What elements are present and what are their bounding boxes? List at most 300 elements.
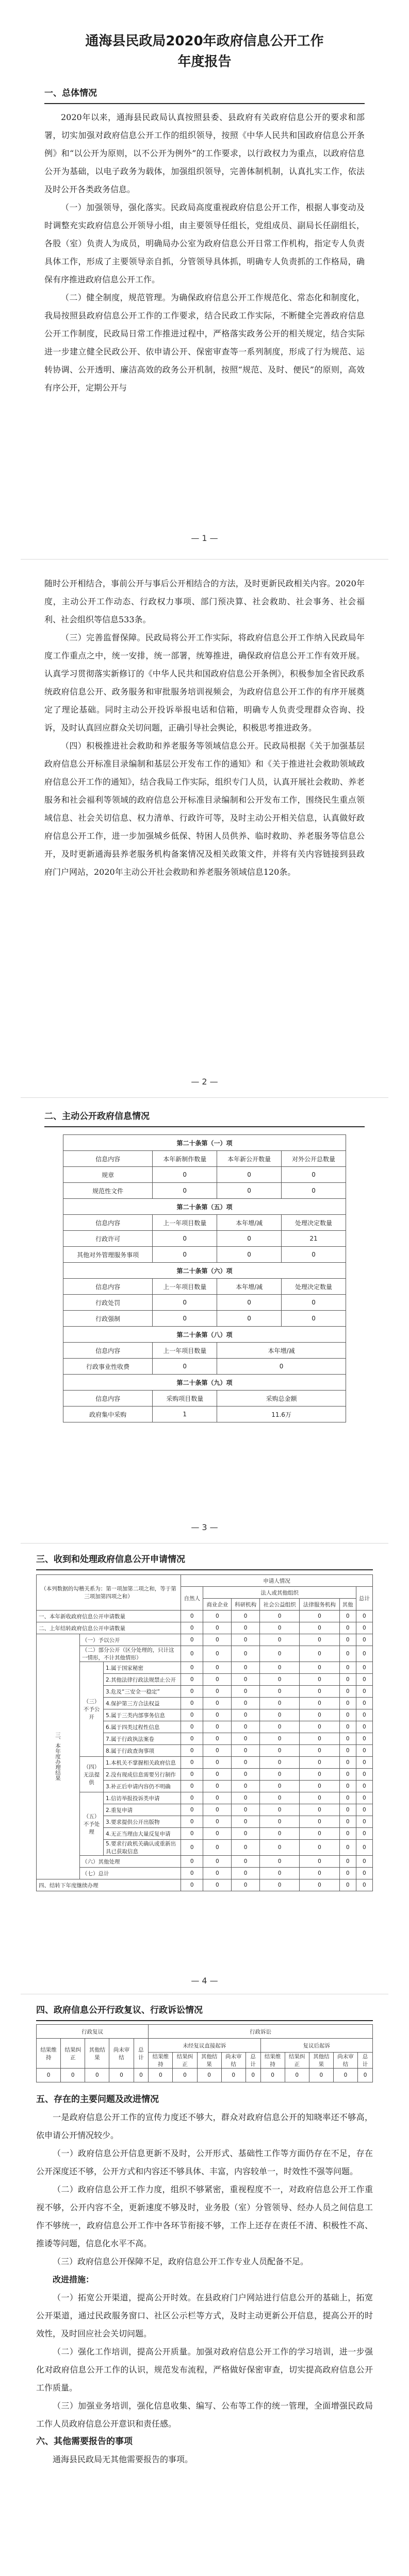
table-cell: 0	[259, 1745, 299, 1757]
page-number: — 3 —	[191, 1522, 218, 1532]
table-cell: 政府集中采购	[63, 1406, 153, 1422]
table-cell: 0	[259, 1686, 299, 1698]
table-row-label: 3.危及“三安全一稳定”	[104, 1686, 181, 1698]
table-cell: 0	[300, 1662, 339, 1674]
table-cell: 0	[339, 1634, 356, 1646]
table-header: 结果维持	[149, 2053, 173, 2069]
table-header: 其他结果	[197, 2053, 221, 2069]
table-cell: 0	[356, 1879, 372, 1891]
table-cell: 其他对外管理服务事项	[63, 1247, 153, 1263]
table-header: 科研机构	[232, 1599, 260, 1611]
table-header: 尚未审结	[333, 2053, 357, 2069]
section-1-paragraph: （三）完善监督保障。民政局将公开工作实际，将政府信息公开工作纳入民政局年度工作重点之中，统一安排，统一部署，统筹推进，确保政府信息公开工作有效开展。认真学习贯彻落实新修订的《中华人民共和国政府信息公开条例》，积极参加全省民政系统政府信息公开、政务服务和审批服务培训视频会，为政府信息公开工作的有序开展奠定了理论基础。同时主动公开投诉举报电话和信箱，明确专人负责受理群众咨询、投诉，及时认真回应群众关切问题，正确引导社会舆论，积极思考推进政务。	[44, 633, 365, 733]
table-cell: 0	[217, 1359, 346, 1375]
table-cell: 0	[217, 1231, 282, 1247]
review-litigation-table	[36, 2024, 373, 2082]
table-header: 信息内容	[63, 1215, 153, 1231]
table-header: 上一年项目数量	[153, 1279, 217, 1295]
table-header: 信息内容	[63, 1391, 153, 1406]
table-cell: 0	[217, 1295, 282, 1311]
section-2-heading: 二、主动公开政府信息情况	[44, 1108, 365, 1127]
table-cell: 0	[300, 1769, 339, 1781]
table-cell: 0	[181, 1828, 203, 1840]
table-cell: 0	[356, 1745, 372, 1757]
section-6-paragraph: 通海县民政局无其他需要报告的事项。	[53, 2454, 193, 2464]
table-cell: 0	[259, 1634, 299, 1646]
table-cell: 0	[203, 1828, 232, 1840]
table-cell: 0	[356, 1662, 372, 1674]
table-cell: 0	[232, 1611, 260, 1622]
report-subtitle: 年度报告	[177, 54, 232, 70]
table-cell: 0	[356, 1804, 372, 1816]
table-cell: 0	[260, 2069, 285, 2082]
table-header: 结果纠正	[173, 2053, 197, 2069]
table-header: 商业企业	[203, 1599, 232, 1611]
table-cell: 0	[300, 1781, 339, 1792]
table-row-label: 2.没有现成信息需要另行制作	[104, 1769, 181, 1781]
table-cell: 0	[203, 1611, 232, 1622]
table-row-label: 1.本机关不掌握相关政府信息	[104, 1757, 181, 1769]
section-5-paragraph: （二）强化工作培训，提高公开质量。加强对政府信息公开工作的学习培训，进一步强化对政府信息公开工作的认识，规范发布流程，严格做好保密审查，切实提高政府信息公开工作质量。	[36, 2347, 373, 2393]
table-cell: 21	[282, 1231, 346, 1247]
table-cell: 0	[181, 1757, 203, 1769]
table-header: 复议后起诉	[260, 2039, 372, 2053]
table-row-label: （六）其他处理	[80, 1856, 181, 1868]
table-cell: 0	[232, 1646, 260, 1662]
active-disclosure-table-1	[63, 1134, 346, 1422]
table-cell: 0	[173, 2069, 197, 2082]
table-cell: 行政许可	[63, 1231, 153, 1247]
table-cell: 0	[356, 1674, 372, 1686]
table-cell: 0	[232, 1733, 260, 1745]
table-cell: 0	[356, 1622, 372, 1634]
table-cell: 0	[339, 1757, 356, 1769]
table-cell: 0	[181, 1879, 203, 1891]
table-cell: 0	[358, 2069, 373, 2082]
table-cell: 0	[232, 1879, 260, 1891]
table-cell: 0	[109, 2069, 134, 2082]
table-cell: 0	[217, 1311, 282, 1327]
table-cell: 0	[197, 2069, 221, 2082]
table-cell: 0	[339, 1816, 356, 1828]
table-cell: 0	[356, 1611, 372, 1622]
table-cell: 0	[259, 1792, 299, 1804]
table-cell: 0	[181, 1646, 203, 1662]
table-group-label: （五）不予处理	[80, 1792, 104, 1856]
table-cell: 0	[259, 1757, 299, 1769]
table-cell: 0	[232, 1840, 260, 1856]
table-cell: 0	[300, 1804, 339, 1816]
table-cell: 0	[181, 1792, 203, 1804]
table-cell: 0	[339, 1721, 356, 1733]
table-cell: 0	[339, 1879, 356, 1891]
table-cell: 0	[300, 1674, 339, 1686]
table-header: 总计	[134, 2039, 149, 2069]
table-row-label: 2.其他法律行政法规禁止公开	[104, 1674, 181, 1686]
table-cell: 0	[300, 1792, 339, 1804]
table-header: 上一年项目数量	[153, 1215, 217, 1231]
table-header: 自然人	[181, 1587, 203, 1611]
table-cell: 0	[300, 1828, 339, 1840]
table-cell: 0	[203, 1856, 232, 1868]
table-cell: 0	[149, 2069, 173, 2082]
table-cell: 0	[203, 1674, 232, 1686]
table-cell: 规范性文件	[63, 1183, 153, 1199]
table-cell: 0	[339, 1856, 356, 1868]
table-cell: 0	[181, 1745, 203, 1757]
table-cell: 0	[259, 1622, 299, 1634]
section-4-heading: 四、政府信息公开行政复议、行政诉讼情况	[36, 2002, 373, 2021]
table-cell: 0	[203, 1733, 232, 1745]
table-cell: 0	[181, 1709, 203, 1721]
table-cell: 0	[339, 1662, 356, 1674]
table-header: 本年新制作数量	[153, 1151, 217, 1167]
table-cell: 0	[153, 1247, 217, 1263]
report-title: 通海县民政局2020年政府信息公开工作	[85, 33, 324, 49]
improvement-heading: 改进措施：	[53, 2275, 94, 2284]
table-cell: 0	[181, 1769, 203, 1781]
table-cell: 0	[203, 1757, 232, 1769]
table-row-label: （一）予以公开	[80, 1634, 181, 1646]
report-page-2	[0, 574, 409, 881]
page-number: — 4 —	[191, 1976, 218, 1986]
table-cell: 0	[232, 1816, 260, 1828]
report-page-5	[0, 2002, 409, 2468]
table-row-label: 四、结转下年度继续办理	[37, 1879, 181, 1891]
table-cell: 0	[356, 1781, 372, 1792]
table-cell: 0	[203, 1709, 232, 1721]
section-1-paragraph: 随时公开相结合，事前公开与事后公开相结合的方法，及时更新民政相关内容。2020年度，主动公开工作动态、行政权力事项、部门预决算、社会救助、社会事务、社会福利、社会组织等信息533条。	[44, 579, 365, 624]
table-cell: 0	[259, 1769, 299, 1781]
table-cell: 0	[339, 1781, 356, 1792]
table-cell: 0	[232, 1634, 260, 1646]
table-cell: 0	[181, 1698, 203, 1709]
table-cell: 0	[232, 1686, 260, 1698]
table-row-label: 2.重复申请	[104, 1804, 181, 1816]
table-cell: 0	[181, 1634, 203, 1646]
table-cell: 0	[203, 1646, 232, 1662]
section-1-paragraph: 2020年以来，通海县民政局认真按照县委、县政府有关政府信息公开的要求和部署，切实加强对政府信息公开工作的组织领导，按照《中华人民共和国政府信息公开条例》和“以公开为原则，以不公开为例外”的工作要求，以行政权力为重点，以政府信息公开为基础，以电子政务为载体，加强组织领导，完善体制机制，认真扎实工作，依法及时公开各类政务信息。	[44, 112, 365, 194]
table-row-label: 4.无正当理由大量反复申请	[104, 1828, 181, 1840]
table-cell: 0	[300, 1646, 339, 1662]
table-cell: 行政事业性收费	[63, 1359, 153, 1375]
report-page-4	[0, 1551, 409, 1891]
table-cell: 0	[181, 1721, 203, 1733]
table-cell: 0	[282, 1167, 346, 1183]
table-cell: 0	[300, 1879, 339, 1891]
table-cell: 0	[181, 1622, 203, 1634]
table-row-label: 一、本年新收政府信息公开申请数量	[37, 1611, 181, 1622]
table-cell: 0	[153, 1167, 217, 1183]
table-cell: 0	[339, 1745, 356, 1757]
table-cell: 0	[232, 1828, 260, 1840]
table-header: 本年新公开数量	[217, 1151, 282, 1167]
table-cell: 0	[232, 1757, 260, 1769]
table-cell: 0	[203, 1769, 232, 1781]
table-cell: 0	[259, 1646, 299, 1662]
table-cell: 0	[300, 1840, 339, 1856]
table-caption: 第二十条第（八）项	[63, 1327, 346, 1343]
table-row-label: 5.属于三类内部事务信息	[104, 1709, 181, 1721]
table-header: 结果维持	[37, 2039, 61, 2069]
table-cell: 0	[259, 1781, 299, 1792]
table-cell: 0	[203, 1781, 232, 1792]
table-cell: 0	[300, 1709, 339, 1721]
table-cell: 0	[339, 1709, 356, 1721]
table-cell: 0	[217, 1167, 282, 1183]
page-divider	[21, 1097, 388, 1098]
table-group-label: （三）不予公开	[80, 1662, 104, 1757]
table-cell: 0	[356, 1769, 372, 1781]
table-header: 法人或其他组织	[203, 1587, 356, 1599]
table-cell: 0	[339, 1769, 356, 1781]
table-cell: 0	[259, 1879, 299, 1891]
table-cell: 0	[259, 1816, 299, 1828]
table-cell: 0	[356, 1721, 372, 1733]
table-header: 本年增/减	[217, 1279, 282, 1295]
table-cell: 0	[181, 1804, 203, 1816]
section-5-paragraph: （一）政府信息公开信息更新不及时，公开形式、基础性工作等方面仍存在不足，存在公开深度还不够，公开方式和内容还不够具体、丰富，内容较单一，时效性不强等问题。	[36, 2148, 373, 2176]
table-cell: 0	[356, 1698, 372, 1709]
table-cell: 0	[282, 1311, 346, 1327]
table-cell: 0	[356, 1757, 372, 1769]
section-5-paragraph: （三）加强业务培训，强化信息收集、编写、公布等工作的统一管理，全面增强民政局工作人员政府信息公开意识和责任感。	[36, 2401, 373, 2429]
table-cell: 0	[181, 1840, 203, 1856]
page-number: — 2 —	[191, 1077, 218, 1087]
table-cell: 0	[203, 1745, 232, 1757]
table-cell: 0	[232, 1804, 260, 1816]
table-cell: 0	[356, 1840, 372, 1856]
table-cell: 0	[232, 1745, 260, 1757]
table-cell: 0	[356, 1634, 372, 1646]
table-cell: 0	[203, 1721, 232, 1733]
table-cell: 0	[232, 1856, 260, 1868]
table-cell: 0	[181, 1868, 203, 1879]
section-5-paragraph: （三）政府信息公开保障不足，政府信息公开工作专业人员配备不足。	[53, 2257, 309, 2266]
table-cell: 11.6万	[217, 1406, 346, 1422]
table-cell: 0	[300, 1686, 339, 1698]
table-cell: 0	[259, 1721, 299, 1733]
table-cell: 0	[232, 1662, 260, 1674]
page-divider	[21, 559, 388, 560]
table-cell: 0	[300, 1611, 339, 1622]
table-cell: 0	[259, 1709, 299, 1721]
table-group-label: 三、本年度办理结果	[37, 1634, 80, 1879]
table-row-label: 1.信访举报投诉类申请	[104, 1792, 181, 1804]
report-page-1	[0, 31, 409, 397]
table-header: 尚未审结	[221, 2053, 246, 2069]
table-cell: 0	[339, 1646, 356, 1662]
table-cell: 0	[339, 1840, 356, 1856]
section-1-paragraph: （二）健全制度，规范管理。为确保政府信息公开工作规范化、常态化和制度化，我局按照县政府信息公开工作的工作要求，结合民政工作实际，不断健全完善政府信息公开工作制度，民政局日常工作推进过程中，严格落实政务公开的相关规定，结合实际进一步建立健全民政公开、依申请公开、保密审查等一系列制度，形成了行为规范、运转协调、公开透明、廉洁高效的政务公开机制，按照“规范、及时、便民”的原则，高效有序公开，定期公开与	[44, 293, 365, 393]
table-cell: 0	[203, 1816, 232, 1828]
table-cell: 0	[232, 1868, 260, 1879]
table-header: 对外公开总数量	[282, 1151, 346, 1167]
table-cell: 0	[300, 1622, 339, 1634]
table-header: 信息内容	[63, 1343, 153, 1359]
table-cell: 0	[153, 1295, 217, 1311]
table-cell: 0	[203, 1662, 232, 1674]
table-cell: 1	[153, 1406, 217, 1422]
table-row-label: 1.属于国家秘密	[104, 1662, 181, 1674]
table-cell: 0	[259, 1840, 299, 1856]
table-row-label: 8.属于行政查询事项	[104, 1745, 181, 1757]
table-caption: 第二十条第（六）项	[63, 1263, 346, 1279]
application-table	[36, 1574, 373, 1891]
table-header: 其他结果	[309, 2053, 333, 2069]
table-cell: 0	[232, 1721, 260, 1733]
table-cell: 0	[259, 1828, 299, 1840]
table-cell: 0	[232, 1709, 260, 1721]
table-cell: 0	[217, 1183, 282, 1199]
table-row-label: （七）总计	[80, 1868, 181, 1879]
table-cell: 0	[181, 1733, 203, 1745]
table-header: 信息内容	[63, 1151, 153, 1167]
table-cell: 0	[282, 1295, 346, 1311]
table-caption: 第二十条第（九）项	[63, 1375, 346, 1391]
table-cell: 0	[232, 1769, 260, 1781]
table-cell: 0	[339, 1686, 356, 1698]
table-cell: 0	[356, 1792, 372, 1804]
table-caption: 第二十条第（一）项	[63, 1135, 346, 1151]
table-row-label: 4.保护第三方合法权益	[104, 1698, 181, 1709]
page-number: — 1 —	[191, 533, 218, 543]
table-cell: 0	[356, 1646, 372, 1662]
section-5-paragraph: （二）政府信息公开工作力度，组织不够紧密，重视程度不一，对政府信息公开工作重视不够，公开内容不全，更新速度不够及时，业务股（室）分管领导、经办人员之间信息工作不够统一，政府信息公开工作中各环节衔接不够，工作上还存在责任不清、积极性不高、推诿等问题，信息化水平不高。	[36, 2184, 373, 2248]
table-cell: 0	[259, 1856, 299, 1868]
table-row-label: 二、上年结转政府信息公开申请数量	[37, 1622, 181, 1634]
section-6-heading: 六、其他需要报告的事项	[36, 2436, 133, 2447]
table-cell: 0	[203, 1686, 232, 1698]
table-cell: 0	[356, 1733, 372, 1745]
table-cell: 0	[300, 1634, 339, 1646]
table-row-label: 6.属于四类过程性信息	[104, 1721, 181, 1733]
section-1-paragraph: （一）加强领导，强化落实。民政局高度重视政府信息公开工作，根据人事变动及时调整充实政府信息公开领导小组，由主要领导任组长，党组成员、副局长任副组长，各股（室）负责人为成员，明确局办公室为政府信息公开日常工作机构，指定专人负责具体工作，形成了主要领导亲自抓，分管领导具体抓，明确专人负责抓的工作格局，确保有序推进政府信息公开工作。	[44, 202, 365, 284]
report-page-3	[0, 1108, 409, 1422]
table-cell: 0	[339, 1622, 356, 1634]
table-cell: 0	[217, 1247, 282, 1263]
table-header: 结果维持	[260, 2053, 285, 2069]
table-row-label: 3.补正后申请内容仍不明确	[104, 1781, 181, 1792]
table-cell: 0	[356, 1816, 372, 1828]
table-header: 总计	[358, 2053, 373, 2069]
table-cell: 0	[300, 1868, 339, 1879]
table-cell: 0	[339, 1674, 356, 1686]
table-cell: 0	[181, 1816, 203, 1828]
table-cell: 0	[282, 1247, 346, 1263]
table-cell: 0	[61, 2069, 85, 2082]
table-cell: 0	[134, 2069, 149, 2082]
table-cell: 0	[282, 1183, 346, 1199]
table-cell: 0	[356, 1709, 372, 1721]
table-header: 处理决定数量	[282, 1215, 346, 1231]
table-header: 社会公益组织	[259, 1599, 299, 1611]
table-cell: 0	[300, 1745, 339, 1757]
table-cell: 0	[339, 1733, 356, 1745]
section-1-paragraph: （四）积极推进社会救助和养老服务等领域信息公开。民政局根据《关于加强基层政府信息公开标准目录编制和基层公开发布工作的通知》和《关于推进社会救助领域政府信息公开工作的通知》，结合我局工作实际，组织专门人员，认真开展社会救助、养老服务和社会福利等领域的政府信息公开标准目录编制和公开发布工作，围绕民生重点领域信息、社会关切信息、权力清单、行政许可等，及时主动公开相关信息，认真做好政府信息公开工作，进一步加强城乡低保、特困人员供养、临时救助、养老服务等信息公开，及时更新通海县养老服务机构备案情况及相关政策文件，并将有关内容链接到县政府门户网站，2020年主动公开社会救助和养老服务领域信息120条。	[44, 741, 365, 877]
table-cell: 0	[356, 1856, 372, 1868]
table-cell: 0	[300, 1856, 339, 1868]
table-cell: 0	[181, 1686, 203, 1698]
table-cell: 0	[153, 1311, 217, 1327]
table-cell: 0	[356, 1686, 372, 1698]
table-cell: 0	[339, 1868, 356, 1879]
table-cell: 0	[259, 1698, 299, 1709]
table-cell: 0	[181, 1674, 203, 1686]
table-header: 法律服务机构	[300, 1599, 339, 1611]
table-header: 本年增/减	[217, 1343, 346, 1359]
table-header: 其他	[339, 1599, 356, 1611]
table-group-label: （四）无法提供	[80, 1757, 104, 1792]
table-cell: 0	[259, 1733, 299, 1745]
table-cell: 0	[300, 1733, 339, 1745]
table-row-label: 5.要求行政机关确认或重新出具已获取信息	[104, 1840, 181, 1856]
section-5-heading: 五、存在的主要问题及改进情况	[36, 2094, 159, 2105]
section-5-paragraph: 一是政府信息公开工作的宣传力度还不够大，群众对政府信息公开的知晓率还不够高，依申请公开情况较少。	[36, 2112, 373, 2140]
table-header: 总计	[246, 2053, 260, 2069]
table-cell: 0	[203, 1698, 232, 1709]
table-header: 上一年项目数量	[153, 1343, 217, 1359]
table-header: 尚未审结	[109, 2039, 134, 2069]
table-cell: 0	[259, 1868, 299, 1879]
table-cell: 0	[300, 1757, 339, 1769]
table-header: 结果纠正	[61, 2039, 85, 2069]
table-cell: 0	[356, 1828, 372, 1840]
section-5-paragraph: （一）拓宽公开渠道，提高公开时效。在县政府门户网站进行信息公开的基础上，拓宽公开渠道，通过民政服务窗口、社区公示栏等方式，及时主动更新公开信息，提高公开的时效性，及时回应社会关切问题。	[36, 2293, 373, 2338]
table-cell: 0	[339, 1792, 356, 1804]
table-cell: 0	[203, 1634, 232, 1646]
table-header: 行政诉讼	[149, 2025, 373, 2039]
table-cell: 行政处罚	[63, 1295, 153, 1311]
table-header: 申请人情况	[181, 1575, 373, 1587]
table-cell: 0	[232, 1622, 260, 1634]
table-header: （本列数据的勾稽关系为：第一项加第二项之和，等于第三项加第四项之和）	[37, 1575, 181, 1611]
table-row-label: 7.属于行政执法案卷	[104, 1733, 181, 1745]
table-cell: 0	[232, 1792, 260, 1804]
table-header: 本年增/减	[217, 1215, 282, 1231]
table-cell: 行政强制	[63, 1311, 153, 1327]
table-row-label: 3.要求提供公开出版物	[104, 1816, 181, 1828]
table-cell: 0	[203, 1879, 232, 1891]
table-cell: 0	[203, 1622, 232, 1634]
table-header: 信息内容	[63, 1279, 153, 1295]
table-cell: 0	[232, 1781, 260, 1792]
table-cell: 0	[309, 2069, 333, 2082]
table-cell: 0	[181, 1781, 203, 1792]
table-cell: 0	[300, 1721, 339, 1733]
table-header: 结果纠正	[285, 2053, 309, 2069]
table-cell: 0	[37, 2069, 61, 2082]
table-header: 行政复议	[37, 2025, 149, 2039]
table-header: 采购项目数量	[153, 1391, 217, 1406]
table-cell: 0	[153, 1359, 217, 1375]
page-divider	[21, 1543, 388, 1544]
section-1-heading: 一、总体情况	[44, 84, 365, 104]
table-cell: 0	[203, 1792, 232, 1804]
table-cell: 0	[339, 1804, 356, 1816]
table-cell: 0	[153, 1183, 217, 1199]
table-header: 总计	[356, 1587, 372, 1611]
table-cell: 0	[181, 1662, 203, 1674]
table-cell: 0	[181, 1856, 203, 1868]
table-cell: 0	[259, 1611, 299, 1622]
table-cell: 0	[339, 1828, 356, 1840]
table-cell: 0	[339, 1698, 356, 1709]
table-cell: 0	[153, 1231, 217, 1247]
table-header: 处理决定数量	[282, 1279, 346, 1295]
table-cell: 0	[246, 2069, 260, 2082]
table-cell: 0	[232, 1674, 260, 1686]
